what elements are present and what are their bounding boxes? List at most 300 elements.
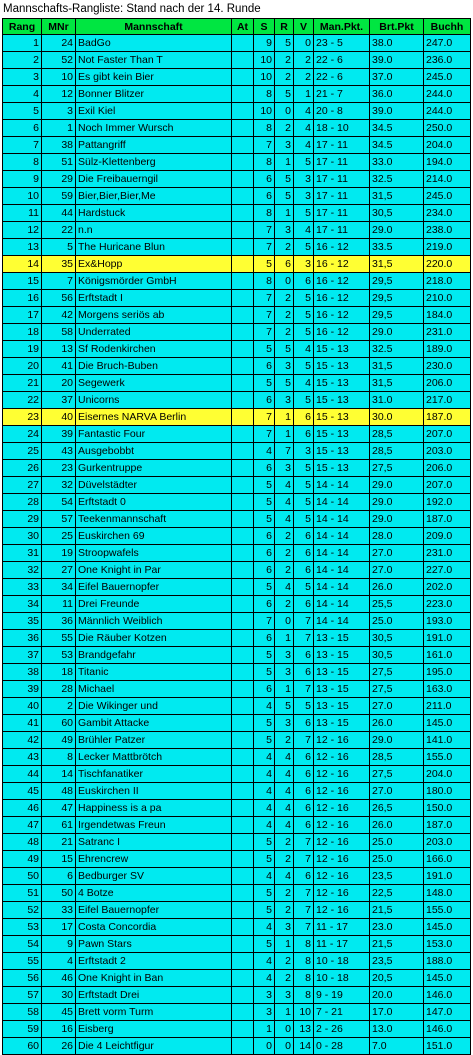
cell-at <box>232 664 254 681</box>
cell-v: 5 <box>294 392 314 409</box>
table-row <box>3 732 471 749</box>
cell-brt-pkt: 26.0 <box>370 715 424 732</box>
cell-mnr: 21 <box>42 834 76 851</box>
cell-s: 4 <box>254 868 275 885</box>
cell-brt-pkt: 27.0 <box>370 562 424 579</box>
cell-at <box>232 239 254 256</box>
cell-brt-pkt: 38.0 <box>370 35 424 52</box>
cell-mnr: 37 <box>42 392 76 409</box>
cell-brt-pkt: 25,5 <box>370 596 424 613</box>
cell-v: 6 <box>294 647 314 664</box>
cell-v: 8 <box>294 987 314 1004</box>
cell-man-pkt: 22 - 6 <box>314 52 370 69</box>
cell-brt-pkt: 31,5 <box>370 188 424 205</box>
cell-mnr: 59 <box>42 188 76 205</box>
cell-at <box>232 324 254 341</box>
cell-team-name: One Knight in Ban <box>76 970 232 987</box>
cell-team-name: Stroopwafels <box>76 545 232 562</box>
cell-mnr: 54 <box>42 494 76 511</box>
cell-brt-pkt: 27.0 <box>370 783 424 800</box>
cell-buchh: 236.0 <box>424 52 471 69</box>
cell-team-name: Hardstuck <box>76 205 232 222</box>
cell-r: 4 <box>275 868 294 885</box>
cell-brt-pkt: 39.0 <box>370 52 424 69</box>
cell-man-pkt: 11 - 17 <box>314 936 370 953</box>
cell-r: 2 <box>275 732 294 749</box>
cell-rang: 50 <box>3 868 42 885</box>
cell-mnr: 51 <box>42 154 76 171</box>
cell-brt-pkt: 20.0 <box>370 987 424 1004</box>
cell-man-pkt: 13 - 15 <box>314 664 370 681</box>
cell-brt-pkt: 20,5 <box>370 970 424 987</box>
cell-rang: 51 <box>3 885 42 902</box>
cell-s: 6 <box>254 460 275 477</box>
table-row <box>3 1004 471 1021</box>
cell-mnr: 5 <box>42 239 76 256</box>
cell-r: 2 <box>275 120 294 137</box>
cell-team-name: Männlich Weiblich <box>76 613 232 630</box>
cell-r: 4 <box>275 783 294 800</box>
cell-rang: 41 <box>3 715 42 732</box>
table-row <box>3 783 471 800</box>
cell-brt-pkt: 27,5 <box>370 664 424 681</box>
cell-man-pkt: 17 - 11 <box>314 188 370 205</box>
cell-s: 6 <box>254 630 275 647</box>
cell-team-name: Happiness is a pa <box>76 800 232 817</box>
cell-v: 5 <box>294 290 314 307</box>
cell-mnr: 52 <box>42 52 76 69</box>
cell-man-pkt: 13 - 15 <box>314 681 370 698</box>
cell-s: 9 <box>254 35 275 52</box>
cell-rang: 28 <box>3 494 42 511</box>
cell-man-pkt: 9 - 19 <box>314 987 370 1004</box>
cell-s: 4 <box>254 953 275 970</box>
table-row <box>3 766 471 783</box>
cell-buchh: 141.0 <box>424 732 471 749</box>
cell-s: 5 <box>254 715 275 732</box>
cell-buchh: 191.0 <box>424 630 471 647</box>
cell-r: 1 <box>275 630 294 647</box>
cell-r: 6 <box>275 256 294 273</box>
cell-s: 6 <box>254 681 275 698</box>
cell-brt-pkt: 27,5 <box>370 681 424 698</box>
cell-v: 0 <box>294 35 314 52</box>
table-row <box>3 885 471 902</box>
cell-man-pkt: 17 - 11 <box>314 171 370 188</box>
cell-rang: 38 <box>3 664 42 681</box>
cell-at <box>232 205 254 222</box>
cell-buchh: 180.0 <box>424 783 471 800</box>
cell-at <box>232 375 254 392</box>
cell-at <box>232 392 254 409</box>
cell-man-pkt: 17 - 11 <box>314 154 370 171</box>
cell-rang: 56 <box>3 970 42 987</box>
table-row <box>3 494 471 511</box>
cell-brt-pkt: 30,5 <box>370 647 424 664</box>
cell-at <box>232 103 254 120</box>
cell-at <box>232 341 254 358</box>
cell-r: 3 <box>275 715 294 732</box>
cell-team-name: Morgens seriös ab <box>76 307 232 324</box>
cell-rang: 45 <box>3 783 42 800</box>
cell-brt-pkt: 29.0 <box>370 477 424 494</box>
cell-mnr: 1 <box>42 120 76 137</box>
cell-buchh: 223.0 <box>424 596 471 613</box>
cell-v: 7 <box>294 630 314 647</box>
table-row <box>3 290 471 307</box>
cell-rang: 15 <box>3 273 42 290</box>
cell-at <box>232 443 254 460</box>
cell-at <box>232 953 254 970</box>
cell-r: 2 <box>275 851 294 868</box>
cell-v: 6 <box>294 664 314 681</box>
cell-at <box>232 562 254 579</box>
cell-v: 4 <box>294 341 314 358</box>
cell-r: 4 <box>275 494 294 511</box>
table-row <box>3 834 471 851</box>
cell-rang: 18 <box>3 324 42 341</box>
table-row <box>3 120 471 137</box>
cell-buchh: 148.0 <box>424 885 471 902</box>
cell-v: 6 <box>294 868 314 885</box>
table-row <box>3 460 471 477</box>
cell-v: 4 <box>294 375 314 392</box>
cell-v: 5 <box>294 239 314 256</box>
cell-s: 5 <box>254 341 275 358</box>
table-row <box>3 681 471 698</box>
cell-brt-pkt: 34.5 <box>370 120 424 137</box>
cell-buchh: 211.0 <box>424 698 471 715</box>
cell-s: 4 <box>254 817 275 834</box>
cell-at <box>232 851 254 868</box>
cell-v: 6 <box>294 766 314 783</box>
cell-r: 4 <box>275 477 294 494</box>
cell-man-pkt: 17 - 11 <box>314 205 370 222</box>
cell-mnr: 45 <box>42 1004 76 1021</box>
cell-r: 0 <box>275 1021 294 1038</box>
cell-r: 3 <box>275 460 294 477</box>
cell-brt-pkt: 29,5 <box>370 307 424 324</box>
cell-buchh: 188.0 <box>424 953 471 970</box>
cell-buchh: 202.0 <box>424 579 471 596</box>
cell-s: 4 <box>254 783 275 800</box>
cell-rang: 1 <box>3 35 42 52</box>
cell-rang: 55 <box>3 953 42 970</box>
cell-man-pkt: 15 - 13 <box>314 460 370 477</box>
cell-man-pkt: 10 - 18 <box>314 953 370 970</box>
cell-team-name: Teekenmannschaft <box>76 511 232 528</box>
cell-team-name: Ehrencrew <box>76 851 232 868</box>
cell-v: 5 <box>294 358 314 375</box>
cell-rang: 25 <box>3 443 42 460</box>
cell-man-pkt: 16 - 12 <box>314 239 370 256</box>
table-row <box>3 52 471 69</box>
cell-v: 7 <box>294 851 314 868</box>
cell-brt-pkt: 30,5 <box>370 630 424 647</box>
cell-v: 3 <box>294 256 314 273</box>
cell-r: 2 <box>275 239 294 256</box>
cell-team-name: Bier,Bier,Bier,Me <box>76 188 232 205</box>
cell-buchh: 231.0 <box>424 545 471 562</box>
cell-mnr: 28 <box>42 681 76 698</box>
cell-buchh: 189.0 <box>424 341 471 358</box>
cell-s: 7 <box>254 239 275 256</box>
cell-v: 1 <box>294 86 314 103</box>
cell-buchh: 244.0 <box>424 103 471 120</box>
cell-team-name: Brett vorm Turm <box>76 1004 232 1021</box>
cell-mnr: 30 <box>42 987 76 1004</box>
cell-mnr: 60 <box>42 715 76 732</box>
cell-mnr: 36 <box>42 613 76 630</box>
cell-s: 7 <box>254 426 275 443</box>
cell-man-pkt: 12 - 16 <box>314 834 370 851</box>
cell-at <box>232 868 254 885</box>
cell-man-pkt: 11 - 17 <box>314 919 370 936</box>
cell-at <box>232 681 254 698</box>
cell-r: 2 <box>275 596 294 613</box>
cell-man-pkt: 13 - 15 <box>314 715 370 732</box>
cell-brt-pkt: 28,5 <box>370 443 424 460</box>
cell-man-pkt: 15 - 13 <box>314 341 370 358</box>
cell-r: 2 <box>275 902 294 919</box>
cell-at <box>232 1021 254 1038</box>
cell-r: 3 <box>275 987 294 1004</box>
cell-brt-pkt: 34.5 <box>370 137 424 154</box>
cell-buchh: 250.0 <box>424 120 471 137</box>
table-row <box>3 919 471 936</box>
cell-mnr: 32 <box>42 477 76 494</box>
cell-team-name: Irgendetwas Freun <box>76 817 232 834</box>
cell-man-pkt: 18 - 10 <box>314 120 370 137</box>
header-buchh: Buchh <box>424 19 471 35</box>
cell-rang: 4 <box>3 86 42 103</box>
cell-buchh: 150.0 <box>424 800 471 817</box>
cell-brt-pkt: 28.0 <box>370 528 424 545</box>
cell-v: 5 <box>294 477 314 494</box>
cell-buchh: 204.0 <box>424 137 471 154</box>
cell-brt-pkt: 29,5 <box>370 273 424 290</box>
cell-brt-pkt: 29.0 <box>370 511 424 528</box>
cell-man-pkt: 15 - 13 <box>314 358 370 375</box>
cell-rang: 10 <box>3 188 42 205</box>
cell-rang: 33 <box>3 579 42 596</box>
cell-at <box>232 919 254 936</box>
cell-mnr: 43 <box>42 443 76 460</box>
cell-man-pkt: 21 - 7 <box>314 86 370 103</box>
table-row <box>3 613 471 630</box>
cell-rang: 43 <box>3 749 42 766</box>
cell-man-pkt: 14 - 14 <box>314 528 370 545</box>
cell-brt-pkt: 26.0 <box>370 817 424 834</box>
cell-r: 4 <box>275 817 294 834</box>
table-row <box>3 630 471 647</box>
cell-v: 6 <box>294 749 314 766</box>
cell-mnr: 20 <box>42 375 76 392</box>
cell-r: 0 <box>275 273 294 290</box>
cell-buchh: 145.0 <box>424 970 471 987</box>
cell-man-pkt: 16 - 12 <box>314 290 370 307</box>
cell-v: 5 <box>294 494 314 511</box>
cell-r: 2 <box>275 970 294 987</box>
cell-at <box>232 222 254 239</box>
cell-team-name: Die Freibauerngil <box>76 171 232 188</box>
cell-r: 2 <box>275 545 294 562</box>
table-row <box>3 205 471 222</box>
cell-at <box>232 35 254 52</box>
cell-s: 4 <box>254 766 275 783</box>
cell-at <box>232 188 254 205</box>
table-row <box>3 35 471 52</box>
cell-mnr: 38 <box>42 137 76 154</box>
header-s: S <box>254 19 275 35</box>
cell-r: 1 <box>275 409 294 426</box>
cell-mnr: 4 <box>42 953 76 970</box>
table-row <box>3 528 471 545</box>
cell-rang: 2 <box>3 52 42 69</box>
cell-buchh: 206.0 <box>424 375 471 392</box>
cell-at <box>232 800 254 817</box>
cell-team-name: Die Räuber Kotzen <box>76 630 232 647</box>
cell-at <box>232 1004 254 1021</box>
cell-buchh: 210.0 <box>424 290 471 307</box>
cell-rang: 24 <box>3 426 42 443</box>
cell-mnr: 15 <box>42 851 76 868</box>
cell-rang: 44 <box>3 766 42 783</box>
cell-man-pkt: 16 - 12 <box>314 273 370 290</box>
table-row <box>3 647 471 664</box>
cell-s: 5 <box>254 902 275 919</box>
table-row <box>3 953 471 970</box>
cell-team-name: Eifel Bauernopfer <box>76 579 232 596</box>
cell-rang: 9 <box>3 171 42 188</box>
cell-s: 6 <box>254 171 275 188</box>
cell-mnr: 19 <box>42 545 76 562</box>
table-row <box>3 715 471 732</box>
table-row <box>3 936 471 953</box>
cell-man-pkt: 17 - 11 <box>314 137 370 154</box>
cell-at <box>232 783 254 800</box>
table-row <box>3 154 471 171</box>
cell-brt-pkt: 32.5 <box>370 171 424 188</box>
cell-brt-pkt: 28,5 <box>370 426 424 443</box>
cell-mnr: 16 <box>42 1021 76 1038</box>
cell-brt-pkt: 22,5 <box>370 885 424 902</box>
cell-team-name: Pattangriff <box>76 137 232 154</box>
cell-s: 8 <box>254 154 275 171</box>
cell-r: 2 <box>275 324 294 341</box>
cell-v: 6 <box>294 409 314 426</box>
cell-man-pkt: 23 - 5 <box>314 35 370 52</box>
table-row <box>3 800 471 817</box>
cell-buchh: 218.0 <box>424 273 471 290</box>
cell-buchh: 204.0 <box>424 766 471 783</box>
cell-brt-pkt: 27.0 <box>370 698 424 715</box>
cell-mnr: 8 <box>42 749 76 766</box>
cell-at <box>232 171 254 188</box>
cell-rang: 12 <box>3 222 42 239</box>
cell-man-pkt: 14 - 14 <box>314 613 370 630</box>
cell-buchh: 209.0 <box>424 528 471 545</box>
cell-brt-pkt: 37.0 <box>370 69 424 86</box>
cell-s: 5 <box>254 494 275 511</box>
cell-rang: 42 <box>3 732 42 749</box>
table-row <box>3 1038 471 1055</box>
cell-at <box>232 120 254 137</box>
cell-v: 5 <box>294 698 314 715</box>
cell-r: 1 <box>275 936 294 953</box>
cell-man-pkt: 16 - 12 <box>314 324 370 341</box>
cell-v: 2 <box>294 69 314 86</box>
cell-man-pkt: 14 - 14 <box>314 545 370 562</box>
cell-team-name: One Knight in Par <box>76 562 232 579</box>
cell-man-pkt: 15 - 13 <box>314 426 370 443</box>
cell-at <box>232 834 254 851</box>
table-row <box>3 171 471 188</box>
cell-buchh: 238.0 <box>424 222 471 239</box>
ranking-table <box>2 18 471 1055</box>
cell-man-pkt: 14 - 14 <box>314 579 370 596</box>
cell-v: 13 <box>294 1021 314 1038</box>
cell-team-name: Eisberg <box>76 1021 232 1038</box>
cell-s: 8 <box>254 205 275 222</box>
cell-mnr: 40 <box>42 409 76 426</box>
cell-team-name: Es gibt kein Bier <box>76 69 232 86</box>
cell-at <box>232 579 254 596</box>
cell-at <box>232 409 254 426</box>
header-mnr: MNr <box>42 19 76 35</box>
cell-v: 6 <box>294 596 314 613</box>
cell-team-name: Titanic <box>76 664 232 681</box>
cell-team-name: Underrated <box>76 324 232 341</box>
cell-buchh: 145.0 <box>424 919 471 936</box>
table-row <box>3 477 471 494</box>
cell-r: 2 <box>275 834 294 851</box>
cell-s: 5 <box>254 851 275 868</box>
cell-rang: 40 <box>3 698 42 715</box>
table-row <box>3 188 471 205</box>
cell-r: 5 <box>275 86 294 103</box>
cell-man-pkt: 17 - 11 <box>314 222 370 239</box>
cell-rang: 36 <box>3 630 42 647</box>
table-row <box>3 69 471 86</box>
cell-man-pkt: 10 - 18 <box>314 970 370 987</box>
cell-v: 4 <box>294 137 314 154</box>
cell-team-name: Michael <box>76 681 232 698</box>
table-row <box>3 239 471 256</box>
cell-r: 1 <box>275 681 294 698</box>
cell-rang: 31 <box>3 545 42 562</box>
cell-v: 5 <box>294 511 314 528</box>
cell-r: 5 <box>275 698 294 715</box>
cell-s: 5 <box>254 885 275 902</box>
cell-at <box>232 749 254 766</box>
cell-rang: 17 <box>3 307 42 324</box>
cell-mnr: 55 <box>42 630 76 647</box>
cell-man-pkt: 16 - 12 <box>314 256 370 273</box>
cell-team-name: Drei Freunde <box>76 596 232 613</box>
cell-mnr: 44 <box>42 205 76 222</box>
cell-v: 5 <box>294 205 314 222</box>
header-mannschaft: Mannschaft <box>76 19 232 35</box>
cell-brt-pkt: 25.0 <box>370 834 424 851</box>
table-row <box>3 579 471 596</box>
table-row <box>3 868 471 885</box>
cell-buchh: 203.0 <box>424 443 471 460</box>
cell-s: 8 <box>254 273 275 290</box>
cell-buchh: 187.0 <box>424 817 471 834</box>
cell-v: 7 <box>294 919 314 936</box>
cell-rang: 57 <box>3 987 42 1004</box>
